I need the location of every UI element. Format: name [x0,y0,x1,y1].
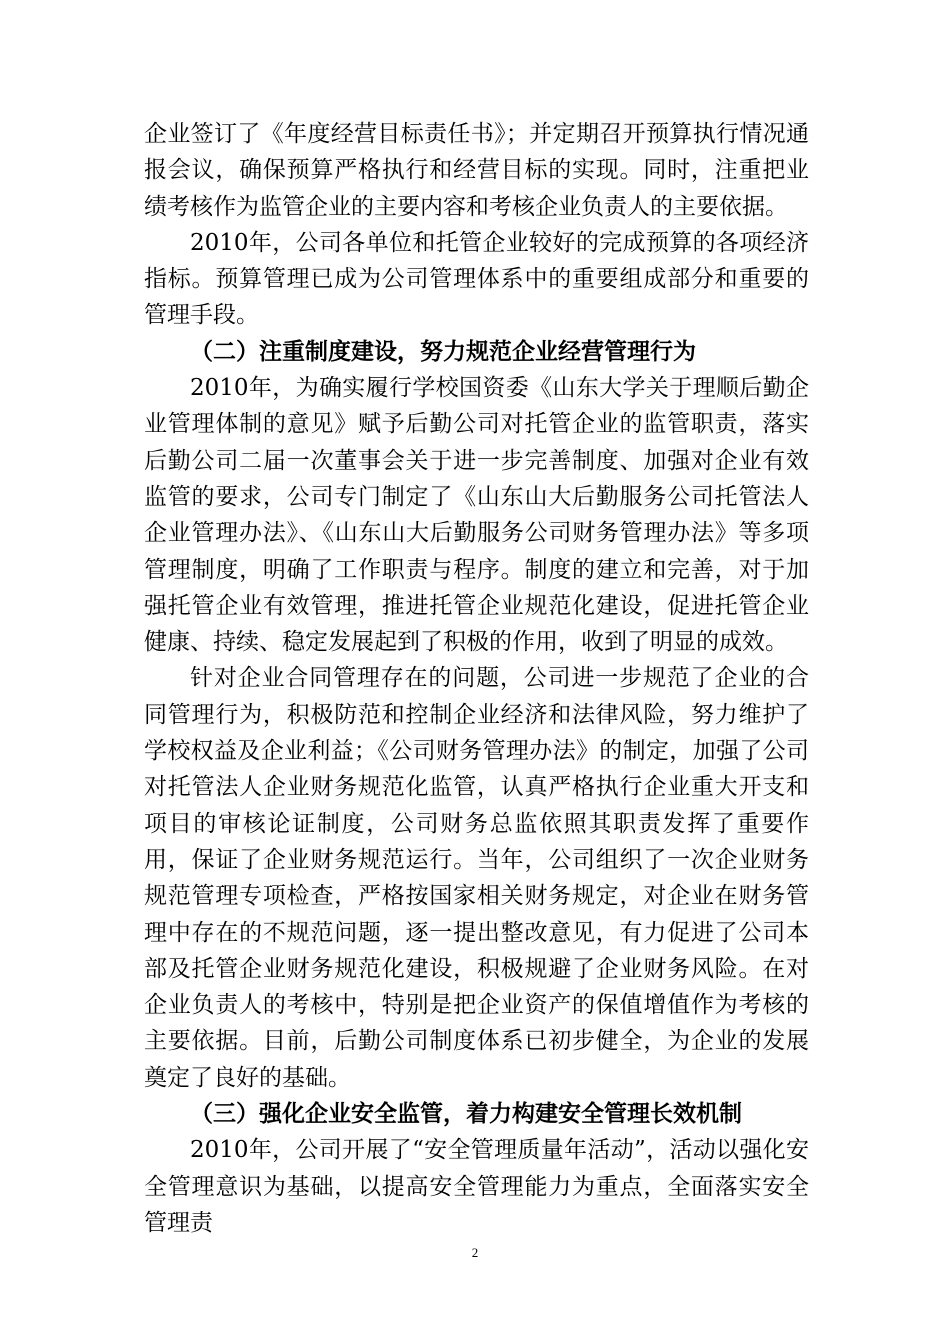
page-number: 2 [471,1245,479,1260]
paragraph: 针对企业合同管理存在的问题，公司进一步规范了企业的合同管理行为，积极防范和控制企业经济和法律风险，努力维护了学校权益及企业利益；《公司财务管理办法》的制定，加强了公司对托管法人企业财务规范化监管，认真严格执行企业重大开支和项目的审核论证制度，公司财务总监依照其职责发挥了重要作用，保证了企业财务规范运行。当年，公司组织了一次企业财务规范管理专项检查，严格按国家相关财务规定，对企业在财务管理中存在的不规范问题，逐一提出整改意见，有力促进了公司本部及托管企业财务规范化建设，积极规避了企业财务风险。在对企业负责人的考核中，特别是把企业资产的保值增值作为考核的主要依据。目前，后勤公司制度体系已初步健全，为企业的发展奠定了良好的基础。 [144,665,809,1091]
paragraph: 2010年，公司开展了“安全管理质量年活动”，活动以强化安全管理意识为基础，以提高安全管理能力为重点，全面落实安全管理责 [144,1137,809,1236]
paragraph: 企业签订了《年度经营目标责任书》；并定期召开预算执行情况通报会议，确保预算严格执行和经营目标的实现。同时，注重把业绩考核作为监管企业的主要内容和考核企业负责人的主要依据。 [144,121,809,220]
section-heading: （二）注重制度建设，努力规范企业经营管理行为 [190,337,696,365]
paragraph: 2010年，为确实履行学校国资委《山东大学关于理顺后勤企业管理体制的意见》赋予后勤公司对托管企业的监管职责，落实后勤公司二届一次董事会关于进一步完善制度、加强对企业有效监管的要求，公司专门制定了《山东山大后勤服务公司托管法人企业管理办法》、《山东山大后勤服务公司财务管理办法》等多项管理制度，明确了工作职责与程序。制度的建立和完善，对于加强托管企业有效管理，推进托管企业规范化建设，促进托管企业健康、持续、稳定发展起到了积极的作用，收到了明显的成效。 [144,375,809,656]
body-text [144,116,809,1241]
paragraph: 2010年，公司各单位和托管企业较好的完成预算的各项经济指标。预算管理已成为公司管理体系中的重要组成部分和重要的管理手段。 [144,229,809,329]
section-heading: （三）强化企业安全监管，着力构建安全管理长效机制 [190,1100,742,1128]
